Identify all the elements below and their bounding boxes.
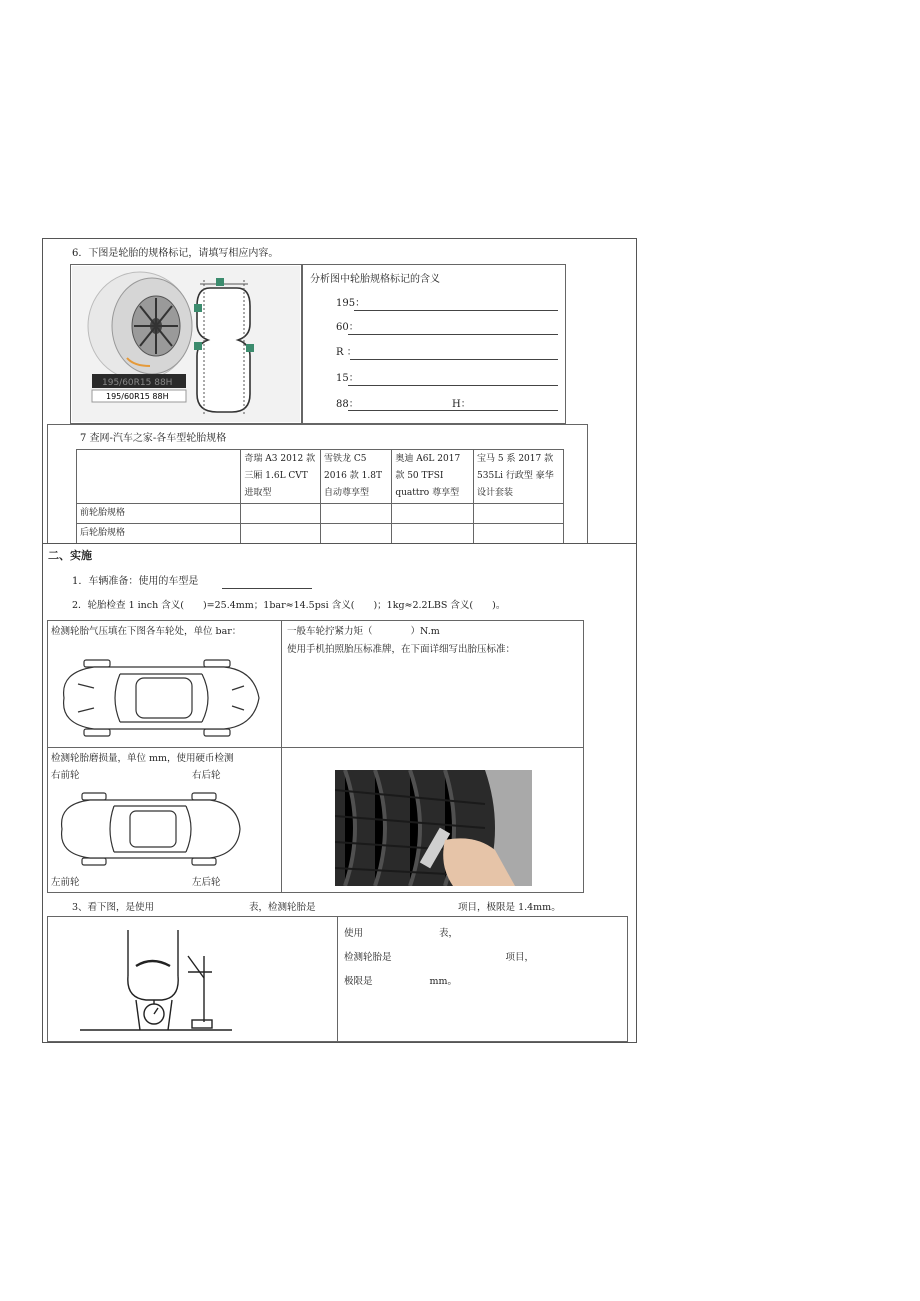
cell-front-citroen[interactable] [321, 504, 392, 524]
left-rear-label: 左后轮 [192, 877, 221, 888]
car-header-citroen: 雪铁龙 C5 2016 款 1.8T 自动尊享型 [321, 450, 392, 504]
field-h: H： [452, 399, 471, 410]
cell-front-bmw[interactable] [474, 504, 564, 524]
car-header-audi: 奥迪 A6L 2017 款 50 TFSI quattro 尊享型 [392, 450, 474, 504]
limit-label: 极限是 mm。 [344, 976, 458, 987]
section2-title: 二、实施 [48, 549, 92, 562]
field-195: 195： [336, 298, 366, 309]
left-front-label: 左前轮 [51, 877, 80, 888]
item3-text: 3、看下图，是使用 表，检测轮胎是 项目，极限是 1.4mm。 [72, 902, 561, 913]
field-r: R ： [336, 347, 357, 358]
placard-label: 使用手机拍照胎压标准牌，在下面详细写出胎压标准： [287, 644, 516, 655]
use-label: 使用 表， [344, 928, 459, 939]
row-label-front: 前轮胎规格 [77, 504, 241, 524]
tire-figure [72, 266, 300, 422]
q6-analysis-title: 分析图中轮胎规格标记的含义 [310, 274, 440, 285]
row-label-rear: 后轮胎规格 [77, 524, 241, 544]
field-15: 15： [336, 373, 359, 384]
car-header-chery: 奇瑞 A3 2012 款 三厢 1.6L CVT 进取型 [241, 450, 321, 504]
tire-label-text: 195/60R15 88H [106, 392, 169, 401]
cell-rear-bmw[interactable] [474, 524, 564, 544]
right-front-label: 右前轮 [51, 770, 80, 781]
car-top-view-wear [54, 792, 244, 866]
field-195-line[interactable] [354, 310, 558, 311]
check-label: 检测轮胎是 项目， [344, 952, 535, 963]
tire-sidewall-text: 195/60R15 88H [102, 378, 173, 388]
car-header-bmw: 宝马 5 系 2017 款 535Li 行政型 豪华设计套装 [474, 450, 564, 504]
tread-depth-photo [335, 770, 532, 886]
cell-rear-citroen[interactable] [321, 524, 392, 544]
field-15-line[interactable] [348, 385, 558, 386]
vehicle-model-line[interactable] [222, 588, 312, 589]
torque-label: 一般车轮拧紧力矩（ ）N.m [287, 626, 440, 637]
right-rear-label: 右后轮 [192, 770, 221, 781]
cell-front-audi[interactable] [392, 504, 474, 524]
field-60-line[interactable] [348, 334, 558, 335]
item1-text: 1．车辆准备：使用的车型是 [72, 576, 199, 587]
tire-spec-table [76, 449, 564, 544]
torque-box [281, 620, 584, 748]
field-88-line[interactable] [348, 410, 558, 411]
field-88: 88： [336, 399, 359, 410]
field-60: 60： [336, 322, 359, 333]
cell-front-chery[interactable] [241, 504, 321, 524]
q6-title: 6．下图是轮胎的规格标记，请填写相应内容。 [72, 248, 279, 259]
q7-title: 7 查网-汽车之家-各车型轮胎规格 [80, 433, 227, 444]
spec-table-corner [77, 450, 241, 504]
field-r-line[interactable] [350, 359, 558, 360]
pressure-label: 检测轮胎气压填在下图各车轮处，单位 bar： [51, 626, 242, 637]
cell-rear-audi[interactable] [392, 524, 474, 544]
item2-text: 2．轮胎检查 1 inch 含义( )=25.4mm；1bar≈14.5psi 含义( )；1kg≈2.2LBS 含义( )。 [72, 600, 506, 611]
cell-rear-chery[interactable] [241, 524, 321, 544]
tread-gauge-figure [76, 926, 236, 1034]
wear-label: 检测轮胎磨损量，单位 mm，使用硬币检测 [51, 753, 234, 764]
car-top-view-pressure [54, 658, 269, 738]
